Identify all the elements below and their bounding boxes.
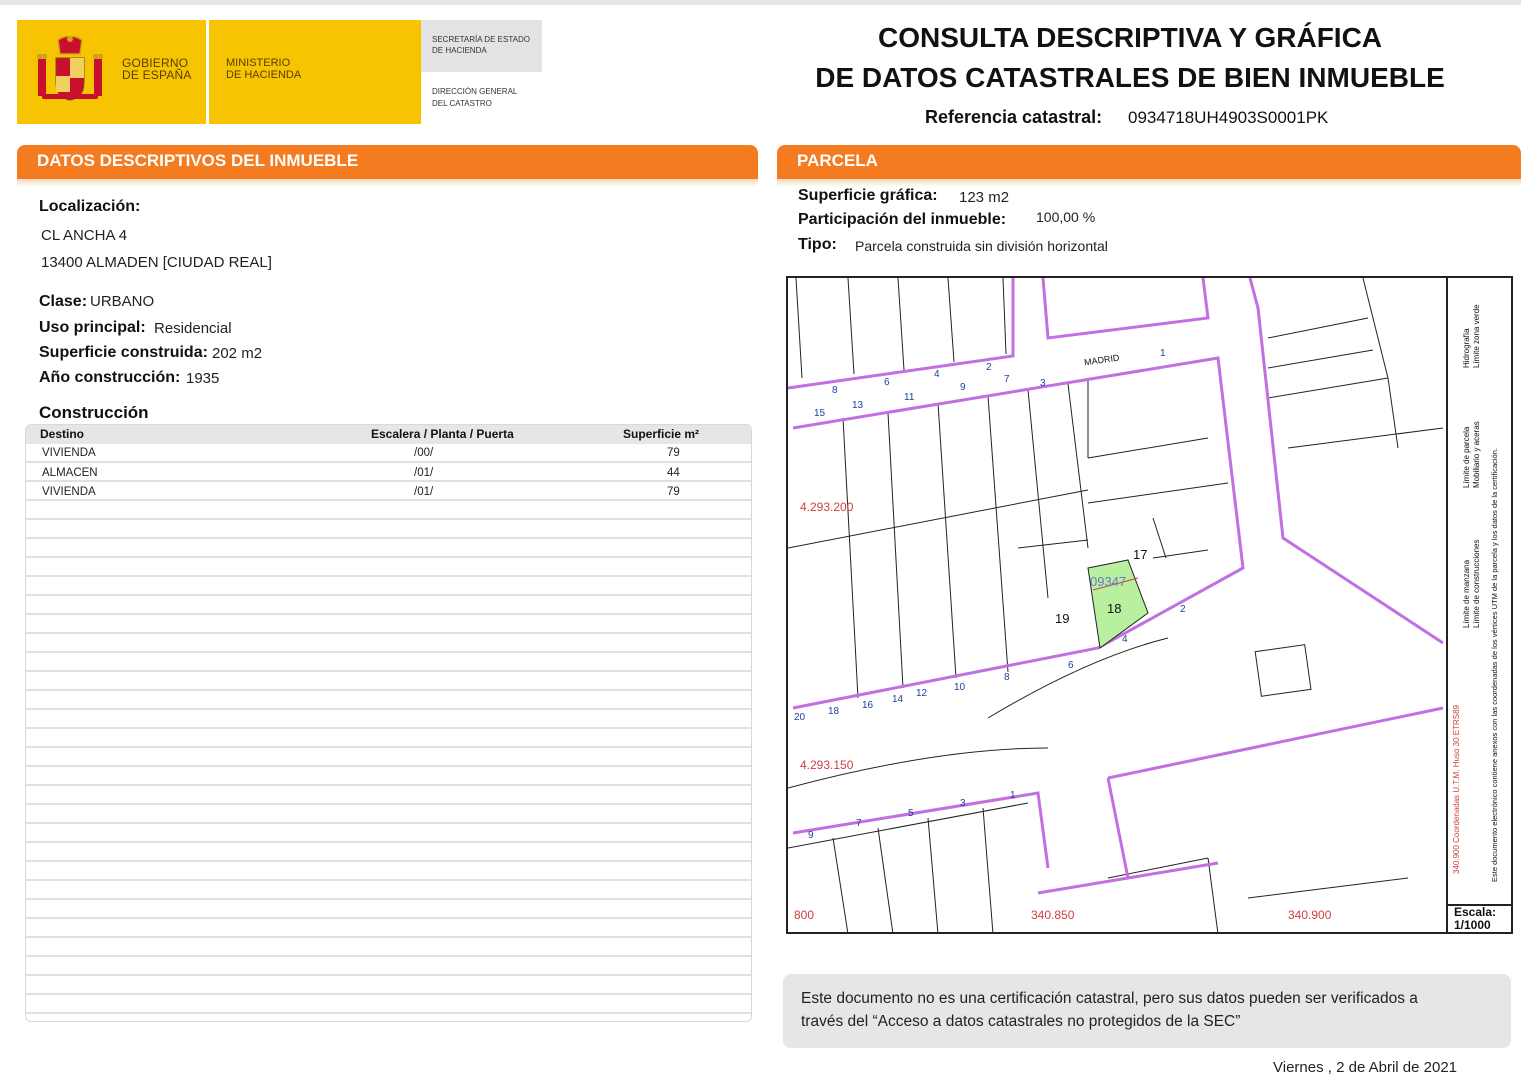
escala-value: 1/1000 (1454, 918, 1491, 932)
secretaria-line1: SECRETARÍA DE ESTADO (432, 35, 530, 44)
ministerio-line2: DE HACIENDA (226, 69, 302, 81)
coord-label-4293150: 4.293.150 (800, 758, 854, 772)
house-number: 7 (856, 818, 862, 829)
house-number: 8 (1004, 672, 1010, 683)
col-header-destino: Destino (40, 427, 85, 441)
superficie-grafica-value: 123 m2 (959, 189, 1010, 206)
participacion-value: 100,00 % (1036, 209, 1096, 225)
superficie-grafica-label: Superficie gráfica: (798, 187, 938, 204)
map-scale (1446, 904, 1513, 934)
street-label: MADRID (1083, 352, 1121, 368)
table-cell: 44 (667, 467, 680, 479)
ministerio-line1: MINISTERIO (226, 57, 291, 69)
logo-divider (206, 20, 209, 124)
col-header-escalera: Escalera / Planta / Puerta (371, 427, 514, 441)
house-number: 1 (1160, 348, 1166, 359)
construccion-label: Construcción (39, 403, 149, 422)
house-number: 14 (892, 694, 904, 705)
table-cell: ALMACEN (42, 467, 98, 479)
section-title-bold: INMUEBLE (269, 151, 359, 170)
house-number: 9 (960, 382, 966, 393)
table-cell: VIVIENDA (42, 486, 96, 498)
coord-label-850: 340.850 (1031, 908, 1075, 922)
house-number: 12 (916, 688, 928, 699)
legend-note: Este documento electrónico contiene anexos con las coordenadas de los vértices UTM de la parcela y los datos de la certificación. (1490, 448, 1499, 882)
direccion-line2: DEL CATASTRO (432, 99, 492, 108)
clase-value: URBANO (90, 293, 155, 310)
document-title-line2: DE DATOS CATASTRALES DE BIEN INMUEBLE (815, 62, 1445, 93)
section-header-parcela: PARCELA (777, 145, 1521, 179)
direccion-line1: DIRECCIÓN GENERAL (432, 87, 518, 96)
house-number: 18 (828, 706, 840, 717)
house-number: 2 (986, 362, 992, 373)
anio-label: Año construcción: (39, 369, 181, 386)
house-number: 10 (954, 682, 966, 693)
section-shadow (17, 179, 758, 187)
escala-label: Escala: (1454, 905, 1497, 919)
house-number: 9 (808, 830, 814, 841)
address-line1: CL ANCHA 4 (41, 227, 128, 244)
participacion-label: Participación del inmueble: (798, 211, 1007, 228)
secretaria-line2: DE HACIENDA (432, 46, 487, 55)
house-number: 3 (1040, 378, 1046, 389)
house-number: 4 (934, 369, 940, 380)
notice-line1: Este documento no es una certificación catastral, pero sus datos pueden ser verificados a (801, 990, 1418, 1007)
house-number: 6 (1068, 660, 1074, 671)
table-cell: /01/ (414, 467, 434, 479)
localizacion-label: Localización: (39, 198, 141, 215)
house-number: 1 (1010, 790, 1016, 801)
col-header-superficie: Superficie m² (623, 427, 700, 441)
legend-zona-verde: Límite zona verde (1472, 304, 1481, 368)
coord-label-4293200: 4.293.200 (800, 500, 854, 514)
gobierno-line2: DE ESPAÑA (122, 68, 192, 82)
notice-line2: través del “Acceso a datos catastrales no protegidos de la SEC” (801, 1013, 1241, 1030)
cadastral-map (786, 276, 1513, 934)
clase-label: Clase: (39, 293, 88, 310)
coat-of-arms-icon (34, 36, 106, 108)
table-cell: 79 (667, 447, 680, 459)
construccion-table (25, 424, 752, 1022)
table-cell: /01/ (414, 486, 434, 498)
parcel-number-17: 17 (1133, 547, 1148, 562)
house-number: 8 (832, 385, 838, 396)
house-number: 20 (794, 712, 806, 723)
table-cell: VIVIENDA (42, 447, 96, 459)
house-number: 11 (904, 392, 915, 403)
table-cell: /00/ (414, 447, 434, 459)
coord-label-900: 340.900 (1288, 908, 1332, 922)
legend-utm: 340.900 Coordenadas U.T.M. Huso 30 ETRS89 (1452, 705, 1461, 874)
table-cell: 79 (667, 486, 680, 498)
uso-value: Residencial (154, 320, 232, 337)
legend-limite-construcciones: Límite de construcciones (1472, 539, 1481, 628)
house-number: 16 (862, 700, 874, 711)
house-number: 6 (884, 377, 890, 388)
legend-hidrografia: Hidrografía (1462, 328, 1471, 368)
house-number: 13 (852, 400, 864, 411)
house-number: 5 (908, 808, 914, 819)
section-shadow (777, 179, 1521, 187)
superficie-construida-value: 202 m2 (212, 345, 263, 362)
house-number: 2 (1180, 604, 1186, 615)
verification-notice (783, 974, 1511, 1048)
house-number: 3 (960, 798, 966, 809)
section-title-prefix: DATOS DESCRIPTIVOS DEL (37, 151, 270, 170)
parcel-number-19: 19 (1055, 611, 1070, 626)
ref-catastral-value: 0934718UH4903S0001PK (1128, 108, 1329, 127)
address-line2: 13400 ALMADEN [CIUDAD REAL] (41, 254, 272, 271)
top-border (0, 0, 1521, 5)
house-number: 15 (814, 408, 826, 419)
uso-label: Uso principal: (39, 319, 146, 336)
document-title-line1: CONSULTA DESCRIPTIVA Y GRÁFICA (877, 22, 1383, 53)
parcel-number-18: 18 (1107, 601, 1122, 616)
parcel-ref-label: 09347 (1090, 574, 1127, 589)
anio-value: 1935 (186, 370, 220, 387)
gobierno-line1: GOBIERNO (122, 56, 189, 70)
legend-mobiliario: Mobiliario y aceras (1472, 421, 1481, 488)
map-legend (1446, 278, 1513, 906)
document-date: Viernes , 2 de Abril de 2021 (1273, 1059, 1458, 1076)
coord-label-800: 800 (794, 908, 815, 922)
tipo-label: Tipo: (798, 236, 837, 253)
ref-catastral-label: Referencia catastral: (925, 107, 1103, 127)
superficie-construida-label: Superficie construida: (39, 344, 208, 361)
house-number: 4 (1122, 634, 1128, 645)
tipo-value: Parcela construida sin división horizontal (855, 238, 1108, 254)
legend-limite-parcela: Límite de parcela (1462, 426, 1471, 488)
house-number: 7 (1004, 374, 1010, 385)
section-header-descriptivos (17, 145, 758, 179)
legend-limite-manzana: Límite de manzana (1462, 559, 1471, 628)
